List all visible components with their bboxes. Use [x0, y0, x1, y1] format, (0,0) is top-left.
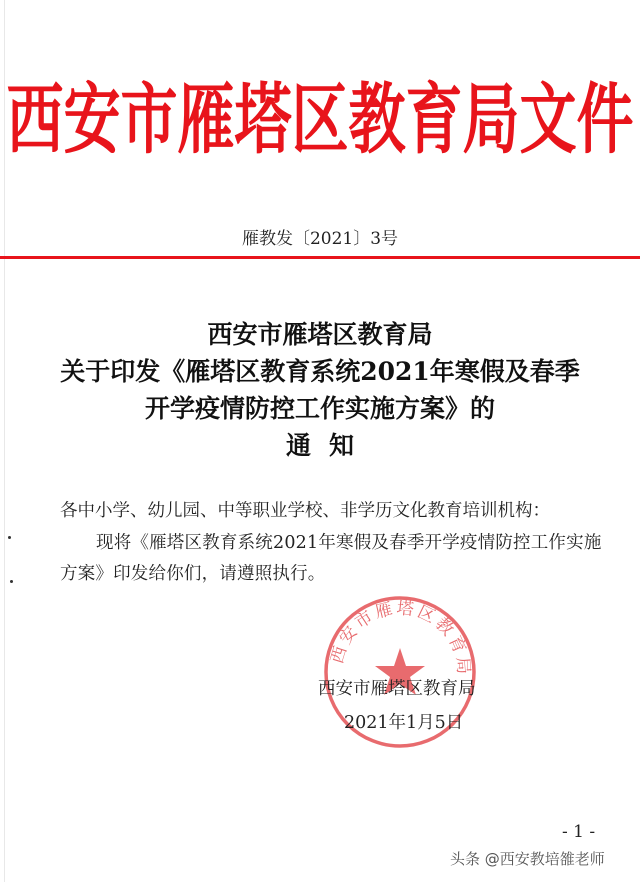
scan-speck [10, 580, 13, 583]
title-line-4: 通知 [285, 431, 372, 460]
red-divider-line [0, 256, 640, 259]
document-header-title: 西安市雁塔区教育局文件 [6, 75, 634, 165]
svg-text:西安市雁塔区教育局: 西安市雁塔区教育局 [327, 598, 474, 678]
document-number: 雁教发〔2021〕3号 [241, 229, 399, 249]
notice-title [0, 316, 640, 464]
page-number: - 1 - [562, 822, 596, 842]
body-paragraph: 现将《雁塔区教育系统2021年寒假及春季开学疫情防控工作实施方案》印发给你们，请遵照执行。 [60, 533, 602, 584]
signature-date: 2021年1月5日 [344, 713, 464, 733]
signature-organization: 西安市雁塔区教育局 [318, 679, 476, 699]
title-line-1: 西安市雁塔区教育局 [207, 320, 433, 349]
scan-speck [8, 536, 11, 539]
title-line-3: 开学疫情防控工作实施方案》的 [144, 394, 495, 423]
title-line-2: 关于印发《雁塔区教育系统2021年寒假及春季 [60, 357, 580, 386]
addressee-line: 各中小学、幼儿园、中等职业学校、非学历文化教育培训机构： [60, 501, 550, 521]
watermark: 头条 @西安教培雒老师 [450, 850, 605, 868]
